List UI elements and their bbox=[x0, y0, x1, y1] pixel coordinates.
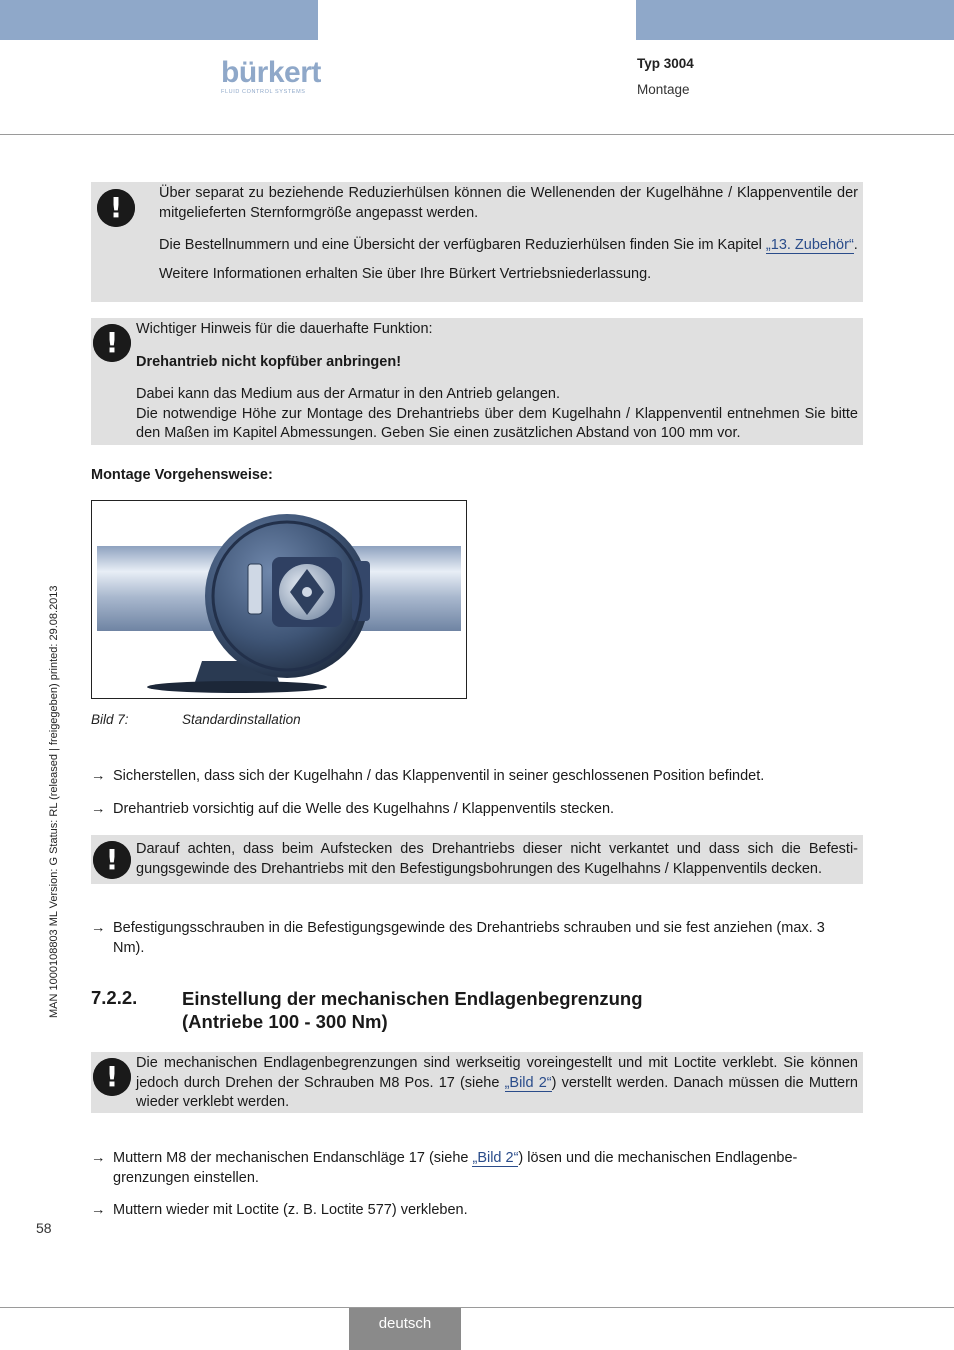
note-end-stops bbox=[91, 1052, 863, 1113]
step-item: → Muttern M8 der mechanischen Endanschläge 17 (siehe „Bild 2“) lösen und die mechanischen Endlagenbe-grenzungen einstellen. bbox=[91, 1150, 798, 1186]
note-text: Die mechanischen Endlagenbegrenzungen sind werkseitig voreingestellt und mit Loctite verklebt. Sie können jedoch durch Drehen der Schrauben M8 Pos. 17 (siehe „Bild 2“) verstellt werden. Danach müssen die Muttern wieder verklebt werden. bbox=[136, 1055, 858, 1110]
step-item: → Drehantrieb vorsichtig auf die Welle des Kugelhahns / Klappenventils stecken. bbox=[91, 800, 856, 820]
procedure-label: Montage Vorgehensweise: bbox=[91, 467, 273, 483]
note-text: Die notwendige Höhe zur Montage des Drehantriebs über dem Kugelhahn / Klappenventil entnehmen Sie bitte den Maßen im Kapitel Abmessungen. Geben Sie einen zusätzlichen Abstand von 100 mm vor. bbox=[136, 405, 858, 441]
document-meta-sidebar: MAN 1000108803 ML Version: G Status: RL (released | freigegeben) printed: 29.08.2013 bbox=[48, 585, 60, 1018]
note-text: Darauf achten, dass beim Aufstecken des Drehantriebs dieser nicht verkantet und dass sich die Befesti-gungsgewinde des Drehantriebs mit den Befestigungsbohrungen des Kugelhahns / Klappenventils decken. bbox=[136, 841, 858, 877]
arrow-icon: → bbox=[91, 768, 106, 784]
document-section: Montage bbox=[637, 82, 690, 97]
document-type: Typ 3004 bbox=[637, 56, 694, 71]
section-number: 7.2.2. bbox=[91, 987, 138, 1008]
note-text: Über separat zu beziehende Reduzierhülsen können die Wellenenden der Kugelhähne / Klappenventile der mitgelieferten Sternformgröße angepasst werden. bbox=[159, 185, 858, 221]
warning-icon: ! bbox=[93, 324, 131, 362]
section-title: Einstellung der mechanischen Endlagenbegrenzung (Antriebe 100 - 300 Nm) bbox=[182, 988, 643, 1032]
warning-icon: ! bbox=[97, 189, 135, 227]
logo-subtitle: FLUID CONTROL SYSTEMS bbox=[221, 89, 306, 95]
page-number: 58 bbox=[36, 1220, 52, 1236]
warning-icon: ! bbox=[93, 1058, 131, 1096]
language-tab: deutsch bbox=[349, 1308, 461, 1350]
note-important bbox=[91, 318, 863, 445]
figure-standard-installation bbox=[91, 500, 467, 699]
footer-divider bbox=[0, 1307, 954, 1308]
note-text: Weitere Informationen erhalten Sie über Ihre Bürkert Vertriebsniederlassung. bbox=[159, 265, 652, 282]
logo-wordmark: bürkert bbox=[221, 56, 321, 89]
note-reducer-sleeves bbox=[91, 182, 863, 302]
note-alignment bbox=[91, 835, 863, 884]
link-zubehoer[interactable]: „13. Zubehör“ bbox=[765, 237, 854, 253]
link-bild-2[interactable]: „Bild 2“ bbox=[472, 1150, 519, 1166]
header-bar-left bbox=[0, 0, 318, 40]
note-text: Die Bestellnummern und eine Übersicht der verfügbaren Reduzierhülsen finden Sie im Kapitel „13. Zubehör“. bbox=[159, 237, 858, 253]
arrow-icon: → bbox=[91, 1202, 106, 1218]
actuator-illustration bbox=[92, 501, 466, 698]
link-bild-2[interactable]: „Bild 2“ bbox=[504, 1074, 552, 1091]
burkert-logo bbox=[221, 58, 321, 95]
step-item: → Befestigungsschrauben in die Befestigungsgewinde des Drehantriebs schrauben und sie fest anziehen (max. 3 Nm). bbox=[91, 920, 825, 956]
figure-number: Bild 7: bbox=[91, 712, 129, 727]
note-warning-heading: Drehantrieb nicht kopfüber anbringen! bbox=[136, 353, 402, 370]
step-item: → Muttern wieder mit Loctite (z. B. Loctite 577) verkleben. bbox=[91, 1201, 856, 1221]
note-text: Dabei kann das Medium aus der Armatur in den Antrieb gelangen. bbox=[136, 386, 560, 402]
warning-icon: ! bbox=[93, 841, 131, 879]
arrow-icon: → bbox=[91, 1150, 106, 1166]
header-divider bbox=[0, 134, 954, 135]
step-item: → Sicherstellen, dass sich der Kugelhahn / das Klappenventil in seiner geschlossenen Position befindet. bbox=[91, 767, 856, 787]
figure-title: Standardinstallation bbox=[182, 712, 301, 727]
arrow-icon: → bbox=[91, 920, 106, 936]
note-text: Wichtiger Hinweis für die dauerhafte Funktion: bbox=[136, 321, 433, 337]
arrow-icon: → bbox=[91, 801, 106, 817]
header-bar-right bbox=[636, 0, 954, 40]
